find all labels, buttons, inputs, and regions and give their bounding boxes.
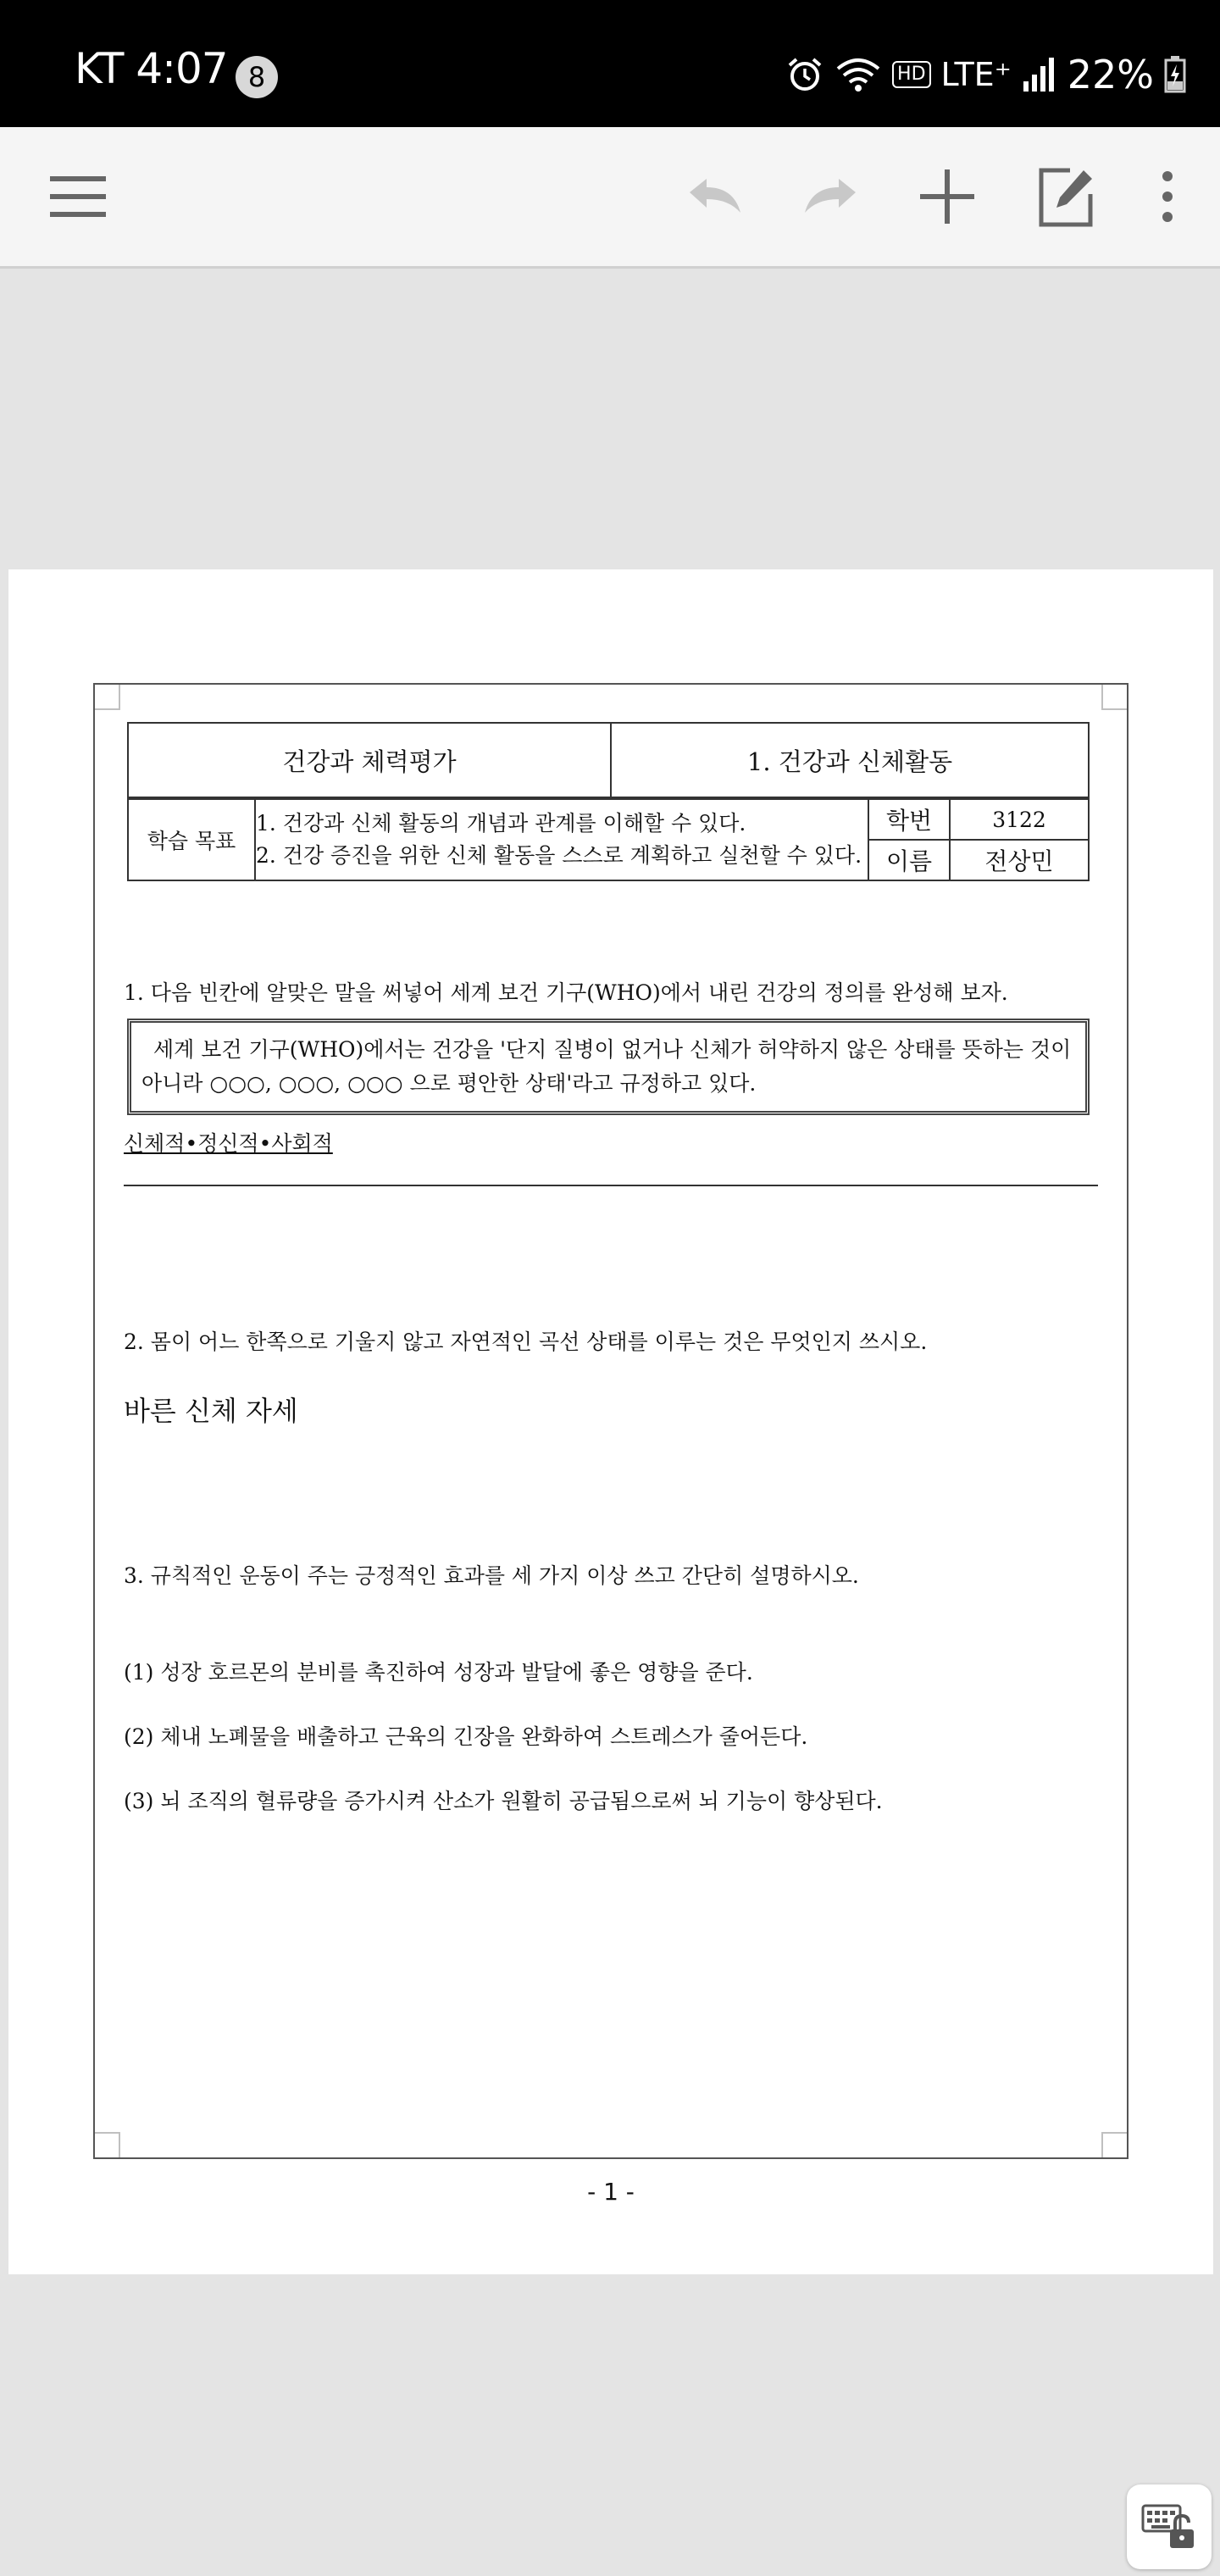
app-toolbar	[0, 127, 1220, 269]
answer-3-item[interactable]: (1) 성장 호르몬의 분비를 촉진하여 성장과 발달에 좋은 영향을 준다.	[124, 1660, 753, 1685]
answer-2[interactable]: 바른 신체 자세	[124, 1395, 298, 1427]
undo-button[interactable]	[673, 154, 757, 239]
definition-line-2: 아니라 ○○○, ○○○, ○○○ 으로 평안한 상태'라고 규정하고 있다.	[141, 1071, 757, 1096]
status-icons	[785, 49, 1186, 100]
goal-text-cell	[255, 799, 868, 880]
wifi-icon	[835, 55, 882, 94]
question-3: 3. 규칙적인 운동이 주는 긍정적인 효과를 세 가지 이상 쓰고 간단히 설명하시오.	[124, 1563, 859, 1588]
student-id-label: 학번	[868, 799, 950, 840]
goal-1: 1. 건강과 신체 활동의 개념과 관계를 이해할 수 있다.	[256, 811, 746, 836]
answer-3-item[interactable]: (2) 체내 노폐물을 배출하고 근육의 긴장을 완화하여 스트레스가 줄어든다.	[124, 1724, 808, 1749]
network-type: LTE⁺	[940, 56, 1012, 93]
question-1: 1. 다음 빈칸에 알맞은 말을 써넣어 세계 보건 기구(WHO)에서 내린 건강의 정의를 완성해 보자.	[124, 980, 1008, 1005]
add-button[interactable]	[905, 154, 990, 239]
definition-line-1: 세계 보건 기구(WHO)에서는 건강을 '단지 질병이 없거나 신체가 허약하지 않은 상태를 뜻하는 것이	[153, 1037, 1072, 1062]
goal-2: 2. 건강 증진을 위한 신체 활동을 스스로 계획하고 실천할 수 있다.	[256, 843, 862, 868]
answer-1[interactable]: 신체적•정신적•사회적	[124, 1131, 333, 1156]
question-2: 2. 몸이 어느 한쪽으로 기울지 않고 자연적인 곡선 상태를 이루는 것은 무엇인지 쓰시오.	[124, 1330, 928, 1354]
margin-corner-mark	[95, 2132, 120, 2157]
student-id-value[interactable]: 3122	[950, 799, 1089, 840]
margin-corner-mark	[1101, 2132, 1127, 2157]
more-vert-icon	[1159, 169, 1176, 224]
worksheet-header-table	[127, 722, 1090, 798]
document-page	[8, 569, 1213, 2274]
plus-icon	[918, 168, 976, 225]
edit-button[interactable]	[1023, 154, 1108, 239]
margin-corner-mark	[1101, 685, 1127, 710]
battery-charging-icon	[1164, 56, 1186, 93]
margin-corner-mark	[95, 685, 120, 710]
answer-3-item[interactable]: (3) 뇌 조직의 혈류량을 증가시켜 산소가 원활히 공급됨으로써 뇌 기능이 향상된다.	[124, 1789, 883, 1813]
battery-percent: 22%	[1067, 52, 1154, 97]
menu-button[interactable]	[36, 154, 120, 239]
keyboard-unlock-icon	[1141, 2502, 1197, 2551]
menu-icon	[48, 173, 108, 220]
hd-voice-icon: HD	[892, 61, 930, 88]
more-options-button[interactable]	[1125, 154, 1210, 239]
page-number: - 1 -	[587, 2178, 635, 2206]
undo-icon	[685, 175, 746, 218]
edit-icon	[1036, 165, 1095, 228]
goal-label-cell: 학습 목표	[128, 799, 255, 880]
page-frame	[93, 683, 1128, 2159]
redo-icon	[800, 175, 861, 218]
keyboard-lock-button[interactable]	[1127, 2484, 1212, 2569]
signal-icon	[1022, 56, 1057, 93]
subject-cell: 건강과 체력평가	[128, 723, 611, 797]
name-label: 이름	[868, 840, 950, 880]
redo-button[interactable]	[788, 154, 873, 239]
status-bar	[0, 0, 1220, 127]
unit-cell: 1. 건강과 신체활동	[611, 723, 1089, 797]
name-value[interactable]: 전상민	[950, 840, 1089, 880]
goal-info-table	[127, 798, 1090, 881]
definition-box	[127, 1019, 1090, 1115]
answer-line	[124, 1185, 1098, 1186]
notification-badge: 8	[236, 56, 278, 98]
carrier-time: KT 4:07	[75, 44, 228, 93]
alarm-icon	[785, 55, 824, 94]
